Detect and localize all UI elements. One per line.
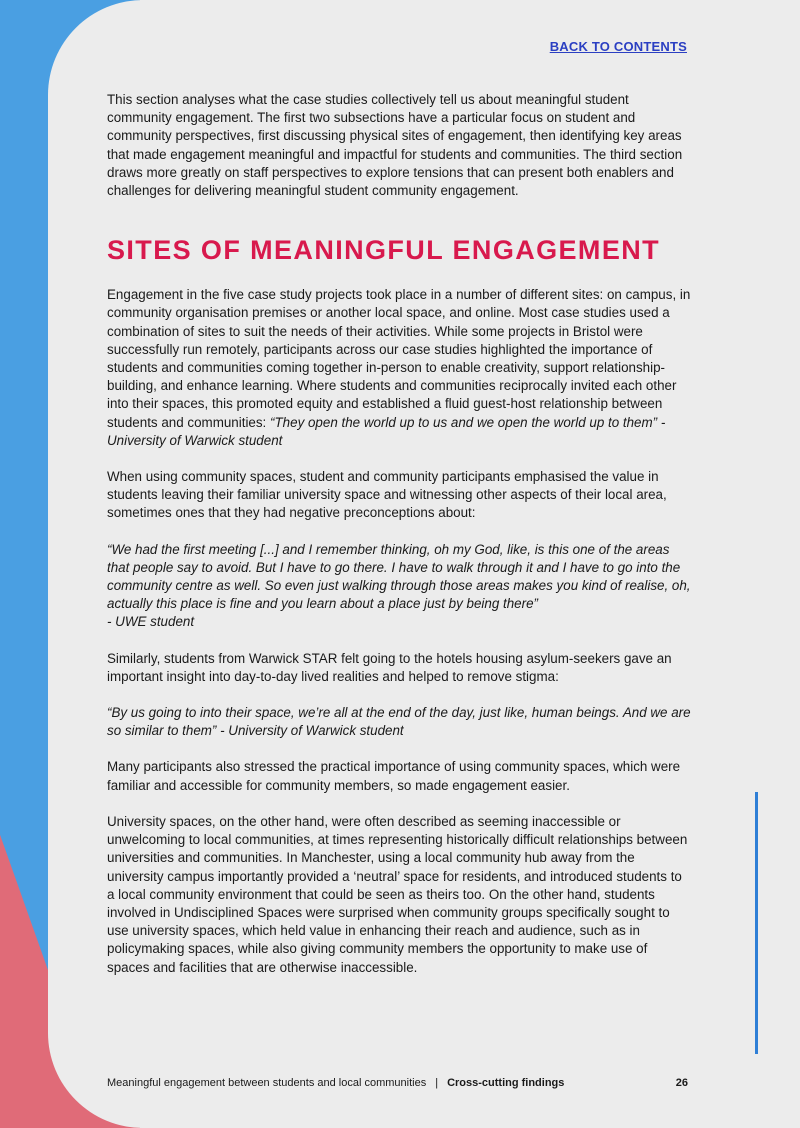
- main-content: [107, 91, 691, 995]
- inline-quote: “They open the world up to us and we open the world up to them” - University of Warwick student: [107, 414, 666, 448]
- back-to-contents-link[interactable]: BACK TO CONTENTS: [549, 39, 687, 54]
- accent-rule: [755, 792, 758, 1054]
- footer-section-name: Cross-cutting findings: [447, 1077, 565, 1089]
- body-paragraph-3: Similarly, students from Warwick STAR felt going to the hotels housing asylum-seekers gave an important insight into day-to-day lived realities and helped to remove stigma:: [107, 650, 672, 684]
- quote-block-2: “By us going to into their space, we’re all at the end of the day, just like, human beings. And we are so similar to them” - University of Warwick student: [107, 705, 691, 739]
- body-paragraph-1-text: Engagement in the five case study projects took place in a number of different sites: on campus, in community organisation premises or another local space, and online. Most case studies used a combination of sites to suit the needs of their activities. While some projects in Bristol were successfully run remotely, participants across our case studies highlighted the importance of students and communities coming together in-person to enable creativity, support relationship-building, and enhance learning. Where students and communities reciprocally invited each other into their spaces, this promoted equity and established a fluid guest-host relationship between students and communities:: [107, 287, 691, 430]
- section-heading: SITES OF MEANINGFUL ENGAGEMENT: [107, 235, 661, 266]
- footer-doc-title: Meaningful engagement between students and local communities: [107, 1077, 427, 1089]
- intro-paragraph: This section analyses what the case studies collectively tell us about meaningful student community engagement. The first two subsections have a particular focus on student and community perspectives, first discussing physical sites of engagement, then identifying key areas that made engagement meaningful and impactful for students and communities. The third section draws more greatly on staff perspectives to explore tensions that can present both enablers and challenges for delivering meaningful student community engagement.: [107, 92, 683, 199]
- body-paragraph-1: [107, 286, 691, 450]
- quote-attribution: - UWE student: [107, 614, 195, 630]
- quote-block-1: [107, 541, 691, 632]
- page-number: 26: [675, 1077, 688, 1089]
- page-footer: [107, 1077, 688, 1089]
- quote-text: “We had the first meeting [...] and I remember thinking, oh my God, like, is this one of the areas that people say to avoid. But I have to go there. I have to walk through it and I have to go into the community centre as well. So even just walking through those areas makes you kind of realise, oh, actually this place is fine and you learn about a place just by being there”: [107, 541, 691, 612]
- body-paragraph-2: When using community spaces, student and community participants emphasised the value in students leaving their familiar university space and witnessing other aspects of their local area, sometimes ones that they had negative preconceptions about:: [107, 469, 667, 521]
- body-paragraph-5: University spaces, on the other hand, were often described as seeming inaccessible or unwelcoming to local communities, at times representing historically difficult relationships between universities and communities. In Manchester, using a local community hub away from the university campus importantly provided a ‘neutral’ space for residents, and introduced students to a local community environment that could be seen as theirs too. On the other hand, students involved in Undisciplined Spaces were surprised when community groups specifically sought to use university spaces, which held value in enhancing their reach and audience, such as in policymaking spaces, while also giving community members the opportunity to make use of spaces and facilities that are otherwise inaccessible.: [107, 813, 688, 975]
- footer-separator: |: [435, 1077, 439, 1089]
- body-paragraph-4: Many participants also stressed the practical importance of using community spaces, which were familiar and accessible for community members, so made engagement easier.: [107, 759, 681, 793]
